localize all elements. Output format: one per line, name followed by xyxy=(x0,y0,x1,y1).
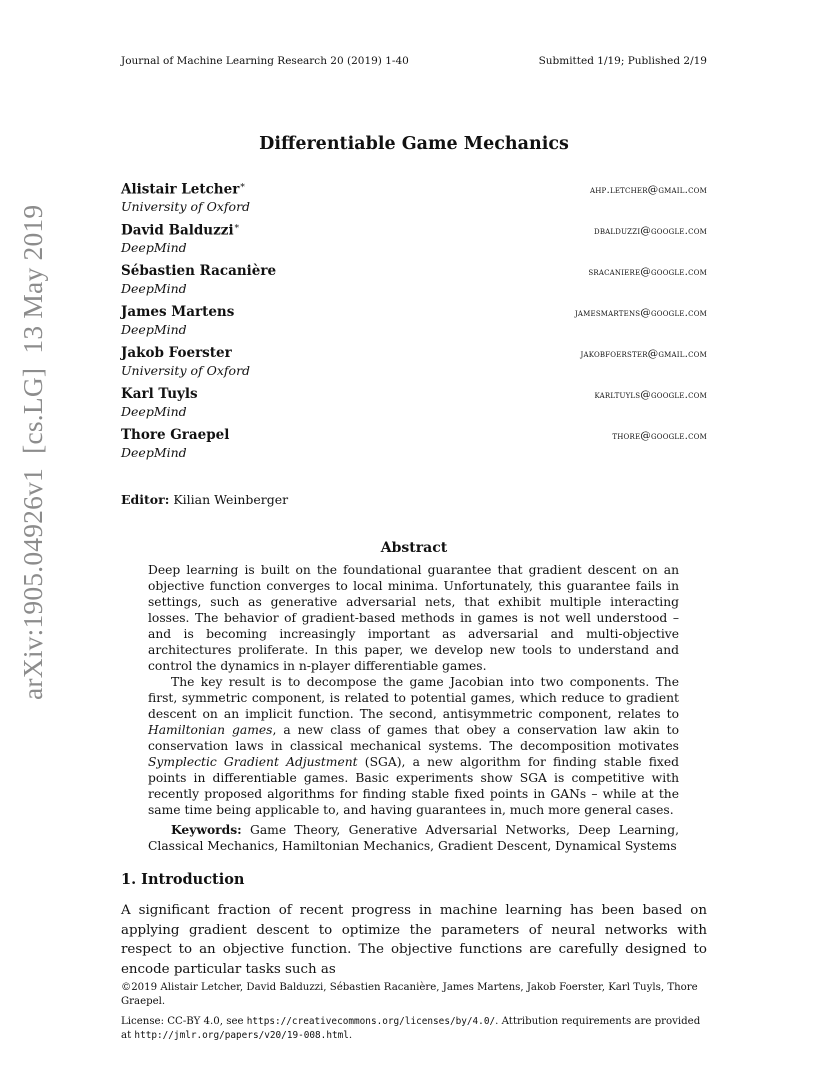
equal-contribution-mark: ∗ xyxy=(239,181,246,191)
editor-line xyxy=(121,492,288,507)
author-affiliation: DeepMind xyxy=(121,445,187,460)
author-email[interactable]: dbalduzzi@google.com xyxy=(594,225,707,237)
abstract-body xyxy=(148,562,679,854)
section-heading: 1. Introduction xyxy=(121,871,245,888)
keywords xyxy=(148,822,679,854)
license-link[interactable]: https://creativecommons.org/licenses/by/4.0/ xyxy=(246,1016,496,1027)
copyright-note: ©2019 Alistair Letcher, David Balduzzi, Sébastien Racanière, James Martens, Jakob Foerster, Karl Tuyls, Thore Graepel. xyxy=(121,982,698,1007)
editor-label: Editor: xyxy=(121,492,170,507)
abstract-paragraph: Deep learning is built on the foundational guarantee that gradient descent on an objective function converges to local minima. Unfortunately, this guarantee fails in settings, such as generative adversarial nets, that exhibit multiple interacting losses. The behavior of gradient-based methods in games is not well understood – and is becoming increasingly important as adversarial and multi-objective architectures proliferate. In this paper, we develop new tools to understand and control the dynamics in n-player differentiable games. xyxy=(148,563,679,673)
author-affiliation: DeepMind xyxy=(121,240,187,255)
journal-name: Journal of Machine Learning Research 20 (2019) 1-40 xyxy=(121,55,409,67)
author-name: Thore Graepel xyxy=(121,427,230,443)
author-entry xyxy=(121,181,707,216)
paper-title: Differentiable Game Mechanics xyxy=(259,134,569,154)
footnote xyxy=(121,981,707,1049)
license-note: License: CC-BY 4.0, see https://creativecommons.org/licenses/by/4.0/. Attribution requirements are provided at http://jmlr.org/papers/v20/19-008.html. xyxy=(121,1016,701,1041)
introduction-text xyxy=(121,901,707,979)
keywords-label: Keywords: xyxy=(171,822,242,837)
equal-contribution-mark: ∗ xyxy=(233,222,240,232)
author-entry xyxy=(121,386,707,421)
editor-name: Kilian Weinberger xyxy=(173,492,289,507)
arxiv-stamp: arXiv:1905.04926v1 [cs.LG] 13 May 2019 xyxy=(17,204,48,700)
author-name: Alistair Letcher∗ xyxy=(121,181,246,198)
author-entry xyxy=(121,427,707,462)
abstract-paragraph: The key result is to decompose the game Jacobian into two components. The first, symmetric component, is related to potential games, which reduce to gradient descent on an implicit function. The second, antisymmetric component, relates to Hamiltonian games, a new class of games that obey a conservation law akin to conservation laws in classical mechanical systems. The decomposition motivates Symplectic Gradient Adjustment (SGA), a new algorithm for finding stable fixed points in differentiable games. Basic experiments show SGA is competitive with recently proposed algorithms for finding stable fixed points in GANs – while at the same time being applicable to, and having guarantees in, much more general cases. xyxy=(148,675,680,817)
author-name: Jakob Foerster xyxy=(121,345,232,361)
author-email[interactable]: thore@google.com xyxy=(612,430,707,442)
author-email[interactable]: ahp.letcher@gmail.com xyxy=(589,184,707,196)
author-affiliation: DeepMind xyxy=(121,281,187,296)
author-email[interactable]: jamesmartens@google.com xyxy=(574,307,707,319)
author-name: David Balduzzi∗ xyxy=(121,222,240,239)
author-entry xyxy=(121,222,707,257)
author-email[interactable]: sracaniere@google.com xyxy=(588,266,707,278)
author-name: Sébastien Racanière xyxy=(121,263,277,279)
submission-dates: Submitted 1/19; Published 2/19 xyxy=(538,55,707,67)
author-affiliation: DeepMind xyxy=(121,404,187,419)
author-entry xyxy=(121,304,707,339)
author-email[interactable]: jakobfoerster@gmail.com xyxy=(580,348,707,360)
author-name: Karl Tuyls xyxy=(121,386,198,402)
author-email[interactable]: karltuyls@google.com xyxy=(594,389,707,401)
author-entry xyxy=(121,345,707,380)
paper-link[interactable]: http://jmlr.org/papers/v20/19-008.html xyxy=(134,1029,349,1041)
author-entry xyxy=(121,263,707,298)
intro-paragraph: A significant fraction of recent progress in machine learning has been based on applying gradient descent to optimize the parameters of neural networks with respect to an objective function. The objective functions are carefully designed to encode particular tasks such as xyxy=(121,903,707,977)
author-affiliation: University of Oxford xyxy=(121,199,251,214)
author-list xyxy=(121,181,707,468)
abstract-heading: Abstract xyxy=(380,540,448,556)
keywords-list: Game Theory, Generative Adversarial Networks, Deep Learning, Classical Mechanics, Hamiltonian Mechanics, Gradient Descent, Dynamical Systems xyxy=(148,823,679,853)
running-header xyxy=(121,55,707,71)
author-affiliation: DeepMind xyxy=(121,322,187,337)
author-name: James Martens xyxy=(121,304,235,320)
author-affiliation: University of Oxford xyxy=(121,363,251,378)
